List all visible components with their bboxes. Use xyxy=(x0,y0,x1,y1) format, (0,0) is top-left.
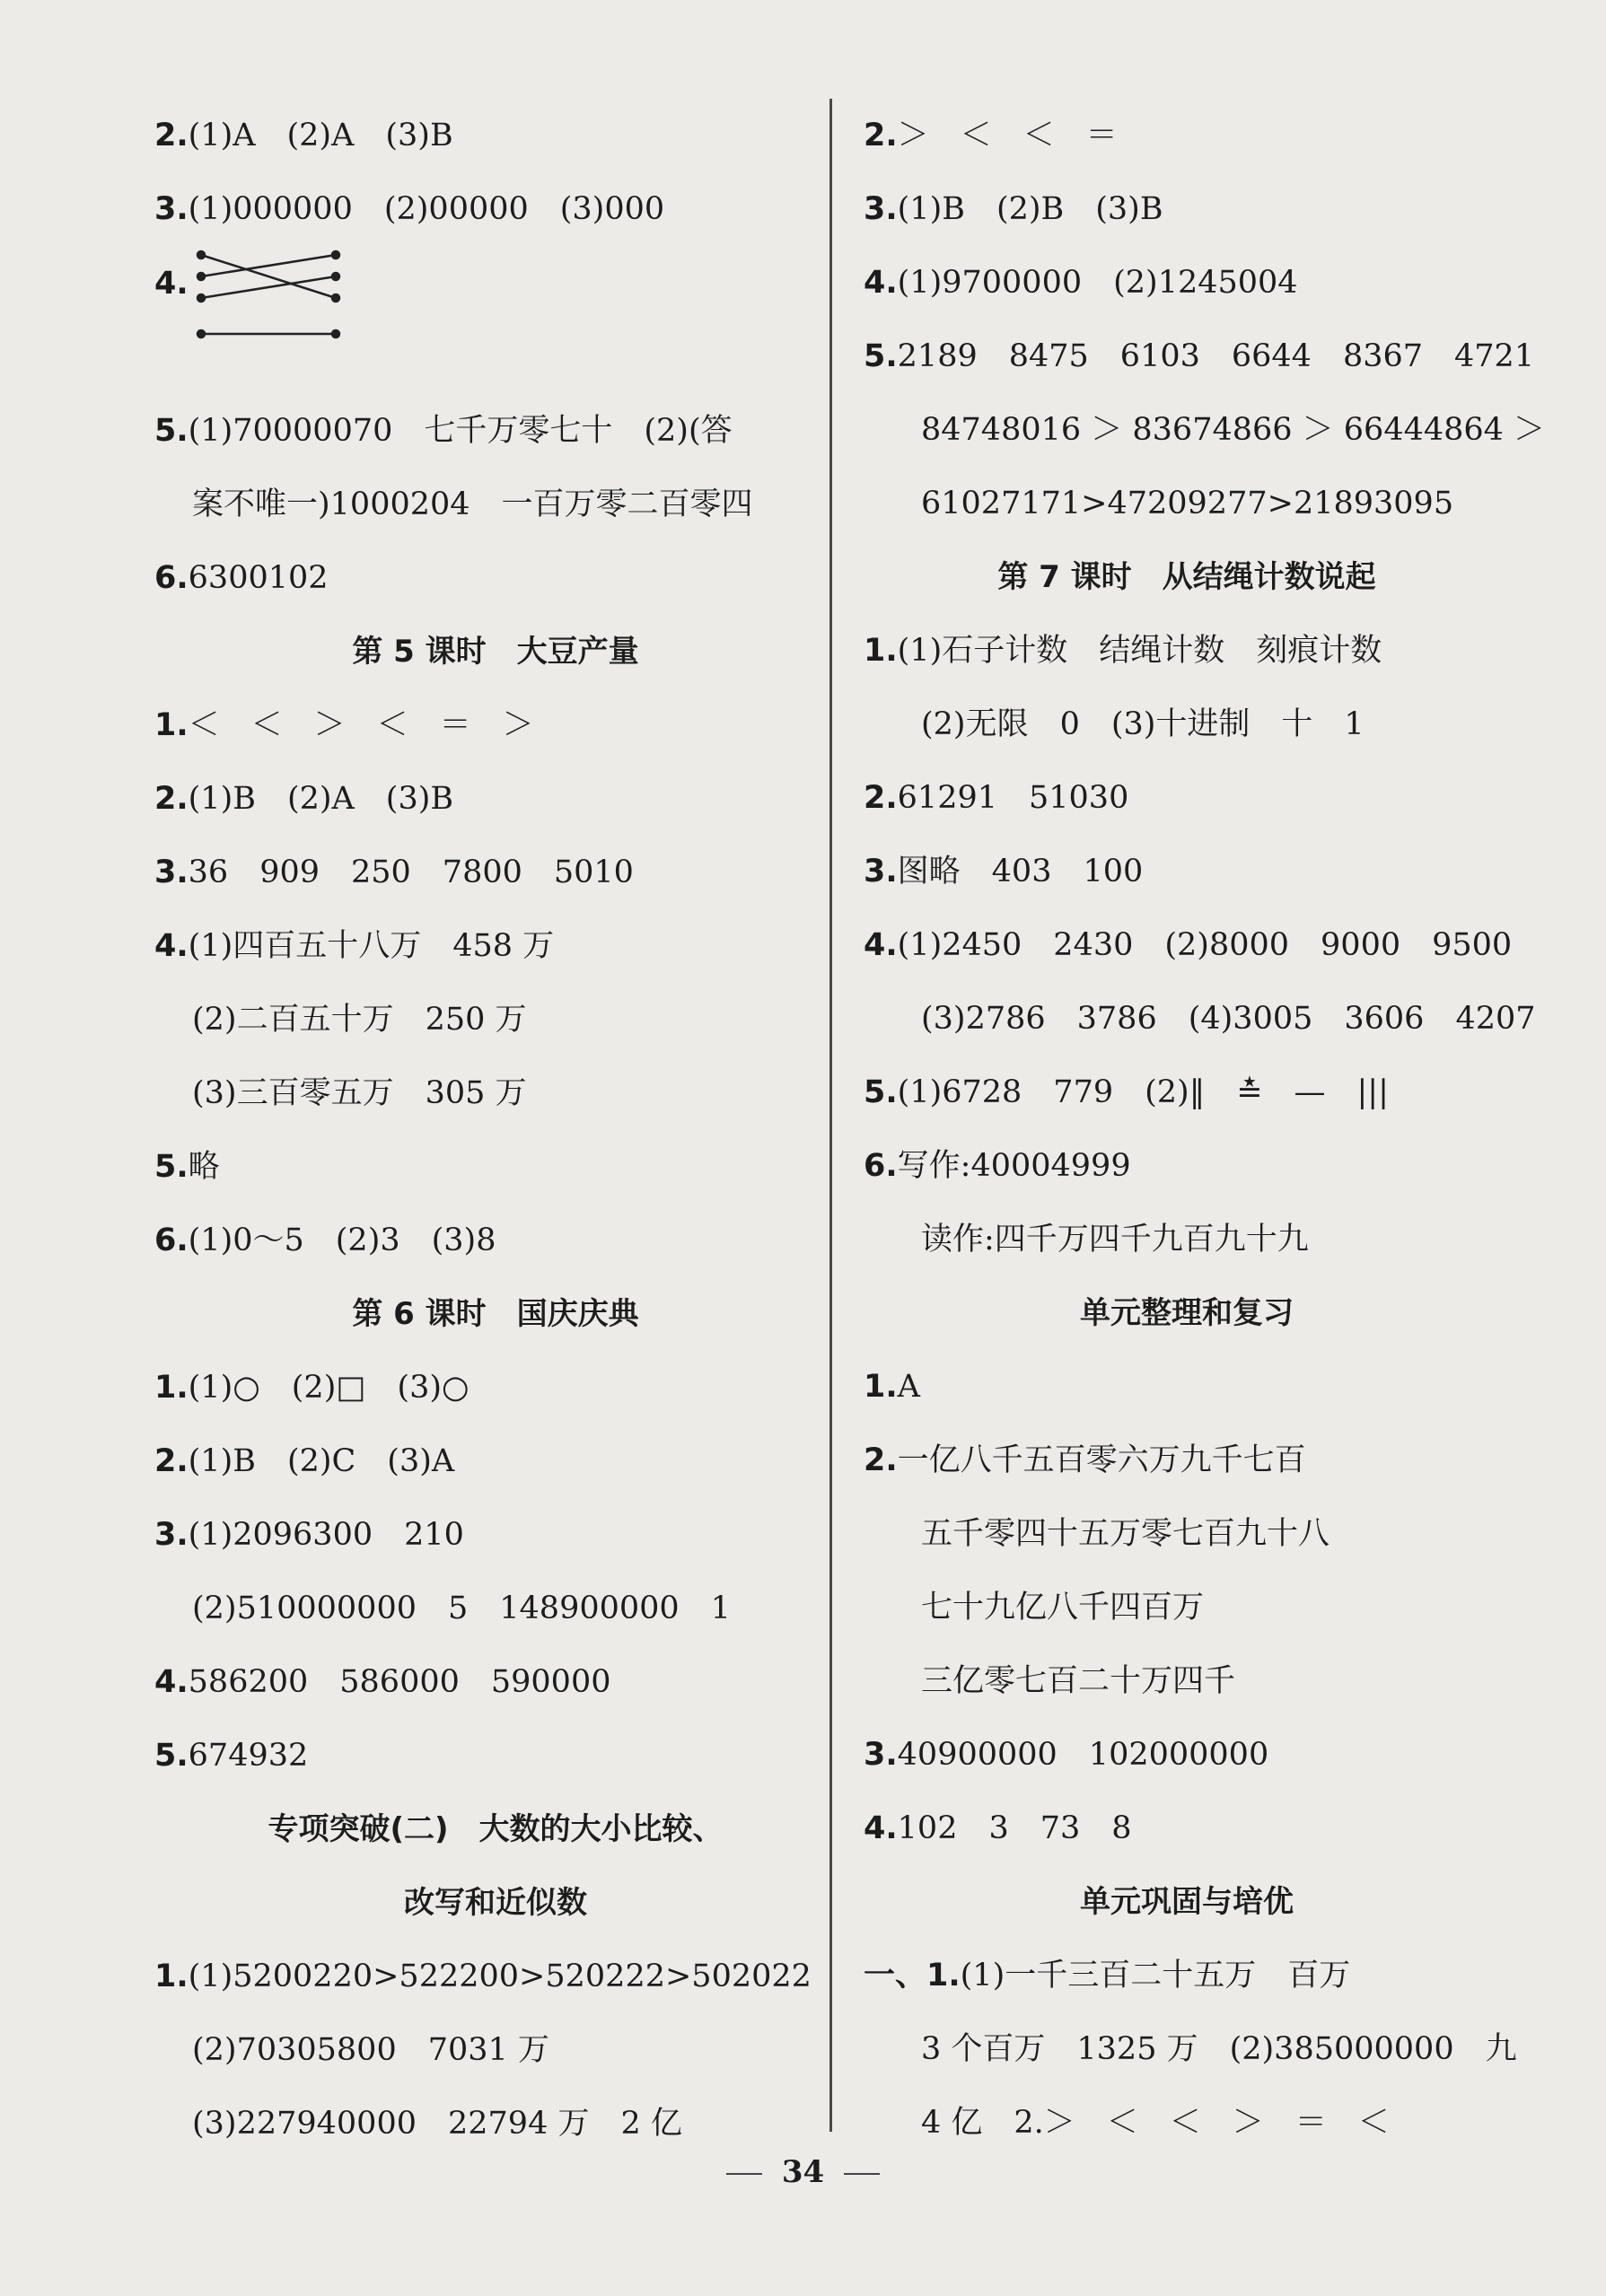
lesson-6-heading: 第 6 课时 国庆庆典 xyxy=(352,1296,639,1332)
page-footer xyxy=(0,2136,1606,2208)
question-number: 5. xyxy=(154,1738,189,1774)
lesson-5-heading: 第 5 课时 大豆产量 xyxy=(352,634,639,670)
answer-text: (1)B (2)A (3)B xyxy=(188,781,454,817)
answer-text: (1)一千三百二十五万 百万 xyxy=(960,1958,1351,1994)
answer-line xyxy=(864,393,1546,467)
question-number: 3. xyxy=(864,191,898,227)
question-number: 4. xyxy=(864,265,898,301)
special-heading-line-2: 改写和近似数 xyxy=(404,1885,587,1921)
answer-text: (1)000000 (2)00000 (3)000 xyxy=(188,191,665,227)
lesson-6-answers xyxy=(154,1351,837,1792)
answer-line xyxy=(154,762,837,836)
answer-line xyxy=(154,1056,837,1130)
answer-line xyxy=(864,1424,1510,1497)
question-number: 6. xyxy=(154,1222,189,1258)
right-column xyxy=(864,99,1546,2160)
page-number: 34 xyxy=(781,2154,825,2190)
answer-text: (2)二百五十万 250 万 xyxy=(192,1002,527,1038)
left-lines-before-match xyxy=(154,99,837,246)
answer-text: A xyxy=(897,1369,920,1405)
match-dot xyxy=(197,294,205,302)
question-number: 2. xyxy=(864,118,898,153)
right-top-answers xyxy=(864,99,1546,540)
answer-line xyxy=(154,1572,837,1645)
answer-text: (1)2096300 210 xyxy=(188,1517,464,1553)
answer-line xyxy=(864,1203,1510,1276)
matching-answer xyxy=(154,246,837,394)
answer-line xyxy=(154,172,837,246)
answer-text: (2)70305800 7031 万 xyxy=(192,2032,549,2068)
answer-line xyxy=(154,1424,837,1498)
review-answers xyxy=(864,1350,1510,1865)
consolidate-answers xyxy=(864,1939,1517,2160)
answer-line xyxy=(864,614,1510,688)
answer-line xyxy=(864,835,1510,908)
answer-text: 写作:40004999 xyxy=(897,1148,1131,1184)
answer-line xyxy=(864,1056,1510,1129)
answer-text: (2)无限 0 (3)十进制 十 1 xyxy=(921,706,1365,742)
answer-line xyxy=(154,1645,837,1719)
answer-line xyxy=(154,99,837,172)
question-number: 5. xyxy=(154,1149,189,1185)
question-number: 4. xyxy=(154,928,189,964)
answer-text: 102 3 73 8 xyxy=(897,1810,1132,1846)
answer-text: 五千零四十五万零七百九十八 xyxy=(921,1516,1330,1552)
answer-text: (1)石子计数 结绳计数 刻痕计数 xyxy=(897,633,1382,669)
answer-text: 读作:四千万四千九百九十九 xyxy=(921,1222,1309,1258)
answer-text: 图略 403 100 xyxy=(897,854,1144,889)
question-number: 1. xyxy=(864,1369,898,1405)
match-line xyxy=(201,276,336,298)
question-number: 2. xyxy=(154,118,189,153)
answer-text: (1)四百五十八万 458 万 xyxy=(188,928,555,964)
answer-line xyxy=(154,541,837,615)
answer-line xyxy=(864,99,1510,172)
answer-line xyxy=(154,2013,837,2087)
match-dot xyxy=(197,251,205,259)
answer-text: 3 个百万 1325 万 (2)385000000 九 xyxy=(921,2031,1517,2067)
answer-text: (1)6728 779 (2)‖ ≛ — ||| xyxy=(897,1074,1389,1110)
special-answers xyxy=(154,1940,837,2160)
match-dot xyxy=(332,273,339,280)
match-dot xyxy=(197,330,205,337)
answer-text: (1)A (2)A (3)B xyxy=(188,118,453,153)
question-number: 4. xyxy=(154,1664,189,1700)
lesson-7-answers xyxy=(864,614,1536,1276)
left-lines-after-match xyxy=(154,394,837,615)
footer-dash xyxy=(726,2173,762,2175)
answer-line xyxy=(864,908,1513,982)
answer-line xyxy=(864,2012,1517,2086)
question-number: 5. xyxy=(864,338,898,374)
question-number: 3. xyxy=(154,854,189,890)
answer-line xyxy=(154,1940,837,2013)
left-column xyxy=(154,99,837,2160)
match-dot xyxy=(332,294,339,302)
question-number: 3. xyxy=(154,191,189,227)
answer-line xyxy=(864,1644,1510,1718)
lesson-7-heading: 第 7 课时 从结绳计数说起 xyxy=(997,559,1376,595)
question-number: 1. xyxy=(154,1959,189,1994)
answer-line xyxy=(154,1204,837,1277)
answer-line xyxy=(864,1718,1510,1792)
answer-line xyxy=(864,1571,1510,1644)
question-number: 1. xyxy=(864,633,898,669)
answer-line xyxy=(864,1350,1510,1424)
question-number: 5. xyxy=(864,1074,898,1110)
answer-line xyxy=(864,1939,1510,2012)
answer-text: ＞ ＜ ＜ ＝ xyxy=(897,118,1118,153)
question-number: 2. xyxy=(154,1443,189,1479)
answer-text: (3)2786 3786 (4)3005 3606 4207 xyxy=(921,1001,1536,1037)
answer-line xyxy=(154,468,837,541)
answer-line xyxy=(864,688,1510,761)
question-number: 3. xyxy=(864,1737,898,1773)
question-number: 1. xyxy=(154,1370,189,1406)
answer-text: (1)5200220>522200>520222>502022 xyxy=(188,1959,812,1994)
question-number: 2. xyxy=(864,1442,898,1478)
match-line xyxy=(201,255,336,276)
question-number: 5. xyxy=(154,413,189,449)
answer-line xyxy=(864,1129,1510,1203)
question-number: 4. xyxy=(154,266,189,302)
answer-text: 七十九亿八千四百万 xyxy=(921,1590,1205,1626)
answer-text: (1)70000070 七千万零七十 (2)(答 xyxy=(188,413,733,449)
question-number: 2. xyxy=(154,781,189,817)
answer-text: (1)0～5 (2)3 (3)8 xyxy=(188,1222,496,1258)
review-heading: 单元整理和复习 xyxy=(1080,1295,1294,1331)
answer-text: 略 xyxy=(188,1149,220,1185)
question-number: 1. xyxy=(154,707,189,743)
question-number: 6. xyxy=(154,560,189,596)
answer-line xyxy=(154,1719,837,1792)
answer-text: 61291 51030 xyxy=(897,780,1129,816)
answer-text: (1)9700000 (2)1245004 xyxy=(897,265,1298,301)
answer-text: (2)510000000 5 148900000 1 xyxy=(192,1591,731,1626)
answer-line xyxy=(864,467,1510,540)
question-number: 3. xyxy=(154,1517,189,1553)
answer-text: 586200 586000 590000 xyxy=(188,1664,611,1700)
question-number: 6. xyxy=(864,1148,898,1184)
answer-text: 61027171>47209277>21893095 xyxy=(921,486,1454,521)
answer-line xyxy=(154,836,837,909)
matching-lines-diagram xyxy=(192,246,372,372)
answer-text: 84748016 ＞ 83674866 ＞ 66444864 ＞ xyxy=(921,412,1546,448)
answer-text: 36 909 250 7800 5010 xyxy=(188,854,634,890)
answer-text: 40900000 102000000 xyxy=(897,1737,1269,1773)
answer-text: 三亿零七百二十万四千 xyxy=(921,1663,1236,1699)
answer-text: 6300102 xyxy=(188,560,329,596)
question-number: 4. xyxy=(864,927,898,963)
question-number: 2. xyxy=(864,780,898,816)
answer-line xyxy=(154,394,837,468)
answer-text: 2189 8475 6103 6644 8367 4721 xyxy=(897,338,1535,374)
answer-line xyxy=(864,246,1510,320)
special-heading-line-1: 专项突破(二) 大数的大小比较、 xyxy=(268,1811,724,1847)
question-number: 4. xyxy=(864,1810,898,1846)
match-line xyxy=(201,255,336,298)
answer-line xyxy=(864,1497,1510,1571)
answer-line xyxy=(154,688,837,762)
answer-line xyxy=(864,172,1510,246)
answer-line xyxy=(154,1498,837,1572)
match-dot xyxy=(332,251,339,259)
answer-text: (1)B (2)B (3)B xyxy=(897,191,1163,227)
footer-dash xyxy=(844,2173,880,2175)
answer-text: (1)2450 2430 (2)8000 9000 9500 xyxy=(897,927,1513,963)
answer-line xyxy=(154,1130,837,1204)
answer-line xyxy=(154,1351,837,1424)
answer-line xyxy=(154,983,837,1056)
answer-text: ＜ ＜ ＞ ＜ ＝ ＞ xyxy=(188,707,534,743)
column-divider xyxy=(829,99,832,2132)
lesson-5-answers xyxy=(154,688,837,1277)
answer-line xyxy=(154,909,837,983)
question-number: 一、1. xyxy=(864,1958,961,1994)
match-dot xyxy=(332,330,339,337)
answer-text: 一亿八千五百零六万九千七百 xyxy=(897,1442,1306,1478)
answer-line xyxy=(864,982,1536,1056)
answer-line xyxy=(864,1792,1510,1865)
question-number: 3. xyxy=(864,854,898,889)
consolidate-heading: 单元巩固与培优 xyxy=(1080,1884,1294,1920)
answer-text: 案不唯一)1000204 一百万零二百零四 xyxy=(192,486,753,522)
answer-text: (3)三百零五万 305 万 xyxy=(192,1075,527,1111)
answer-text: (3)227940000 22794 万 2 亿 xyxy=(192,2106,682,2142)
answer-text: 674932 xyxy=(188,1738,309,1774)
answer-line xyxy=(864,761,1510,835)
answer-text: (1)○ (2)□ (3)○ xyxy=(188,1370,470,1406)
answer-line xyxy=(864,320,1535,393)
answer-text: 4 亿 2.＞ ＜ ＜ ＞ ＝ ＜ xyxy=(921,2105,1390,2141)
match-dot xyxy=(197,273,205,280)
answer-text: (1)B (2)C (3)A xyxy=(188,1443,455,1479)
